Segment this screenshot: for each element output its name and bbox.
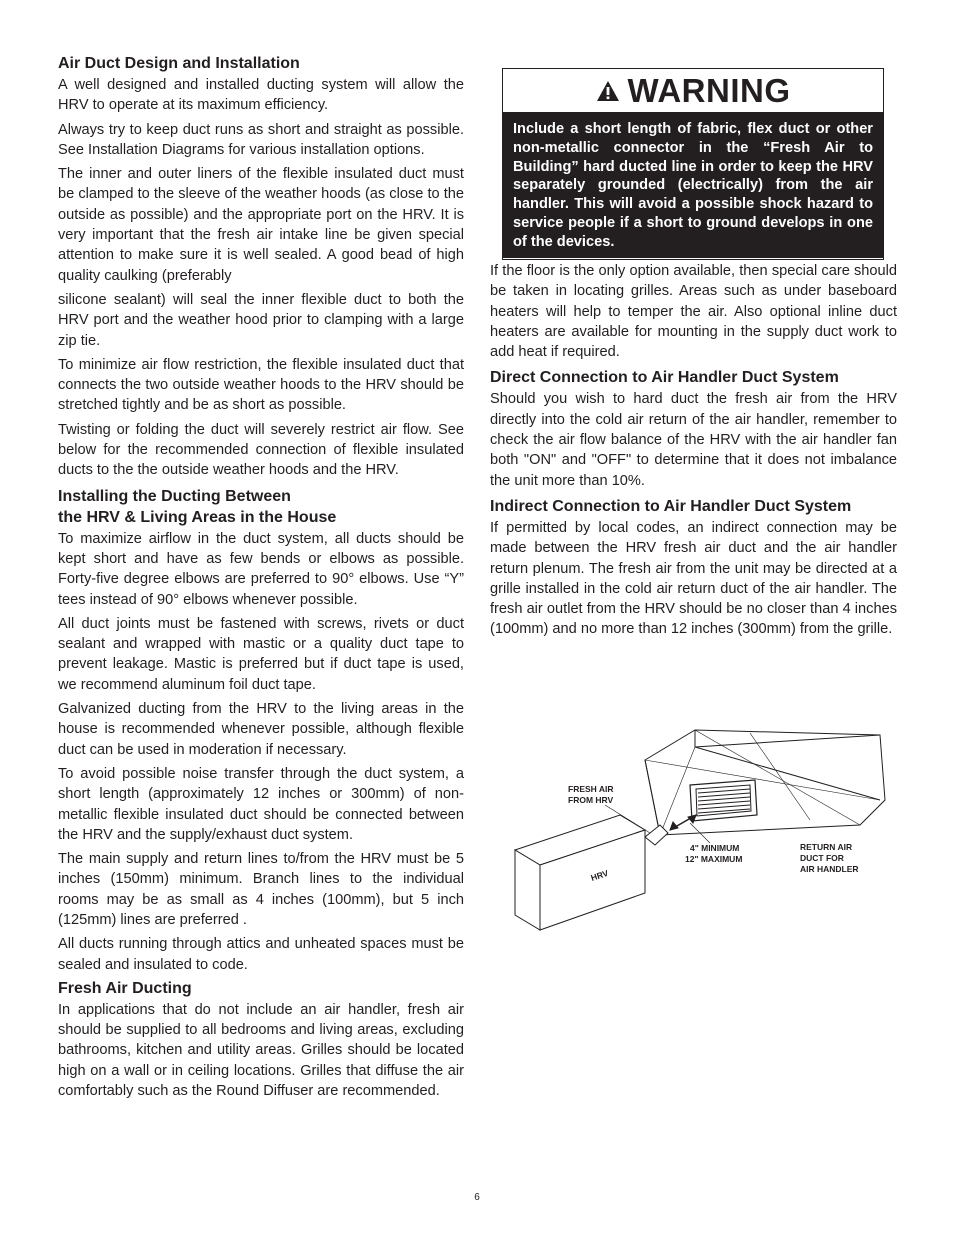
left-column xyxy=(58,54,464,1105)
paragraph: To minimize air flow restriction, the flexible insulated duct that connects the two outside weather hoods to the HRV should be stretched tightly and be as short as possible. xyxy=(58,356,464,414)
label-return-air-3: AIR HANDLER xyxy=(800,864,859,874)
paragraph: All duct joints must be fastened with screws, rivets or duct sealant and wrapped with mastic or a quality duct tape to prevent leakage. Mastic is preferred but if duct tape is used, we recommend aluminum foil duct tape. xyxy=(58,615,464,693)
label-return-air-1: RETURN AIR xyxy=(800,842,853,852)
paragraph: The inner and outer liners of the flexible insulated duct must be clamped to the sleeve of the weather hoods (as close to the outside as possible) and the appropriate port on the HRV. It is very important that the fresh air intake line be given special attention to make sure it is well sealed. A good bead of high quality caulking (preferably xyxy=(58,166,464,284)
paragraph: Always try to keep duct runs as short and straight as possible. See Installation Diagrams for various installation options. xyxy=(58,121,464,158)
warning-triangle-icon xyxy=(596,80,620,102)
heading-fresh-air-ducting: Fresh Air Ducting xyxy=(58,979,192,997)
paragraph: A well designed and installed ducting system will allow the HRV to operate at its maximum efficiency. xyxy=(58,77,464,114)
label-return-air-2: DUCT FOR xyxy=(800,853,844,863)
warning-box xyxy=(502,68,884,260)
heading-installing-ducting-line2: the HRV & Living Areas in the House xyxy=(58,508,337,526)
paragraph: All ducts running through attics and unheated spaces must be sealed and insulated to code. xyxy=(58,936,464,973)
heading-installing-ducting-line1: Installing the Ducting Between xyxy=(58,487,291,505)
paragraph: To maximize airflow in the duct system, all ducts should be kept short and have as few bends or elbows as possible. Forty-five degree elbows are preferred to 90° elbows. Use “Y” tees instead of 90° elbows whenever possible. xyxy=(58,530,464,608)
label-fresh-air-1: FRESH AIR xyxy=(568,784,614,794)
warning-body: Include a short length of fabric, flex duct or other non-metallic connector in the “Fresh Air to Building” hard ducted line in order to keep the HRV separately grounded (electrically) from the air handler. This will avoid a possible shock hazard to service people if a short to ground develops in one of the devices. xyxy=(503,113,883,258)
heading-direct-connection: Direct Connection to Air Handler Duct System xyxy=(490,369,839,387)
paragraph: Should you wish to hard duct the fresh air from the HRV directly into the cold air return of the air handler, remember to check the air flow balance of the HRV with the air handler fan both "ON" and "OFF" to determine that it does not imbalance the unit more than 10%. xyxy=(490,391,897,489)
paragraph: To avoid possible noise transfer through the duct system, a short length (approximately 12 inches or 300mm) of non-metallic flexible insulated duct should be connected between the HRV and the supply/exhaust duct system. xyxy=(58,765,464,843)
label-fresh-air-2: FROM HRV xyxy=(568,795,614,805)
label-min-distance-2: 12" MAXIMUM xyxy=(685,854,743,864)
heading-indirect-connection: Indirect Connection to Air Handler Duct System xyxy=(490,497,852,515)
label-min-distance-1: 4" MINIMUM xyxy=(690,843,740,853)
paragraph: Twisting or folding the duct will severely restrict air flow. See below for the recommended connection of flexible insulated ducts to the the outside weather hoods and the HRV. xyxy=(58,421,464,479)
paragraph: In applications that do not include an air handler, fresh air should be supplied to all bedrooms and living areas, excluding bathrooms, kitchen and utility areas. Grilles should be located high on a wall or in ceiling locations. Grilles that diffuse the air comfortably such as the Round Diffuser are recommended. xyxy=(58,1001,464,1100)
label-hrv: HRV xyxy=(589,867,610,883)
heading-air-duct-design: Air Duct Design and Installation xyxy=(58,55,300,72)
warning-header xyxy=(503,69,883,113)
indirect-connection-diagram xyxy=(510,725,890,955)
paragraph: Galvanized ducting from the HRV to the living areas in the house is recommended whenever possible, although flexible duct can be used in moderation if necessary. xyxy=(58,701,464,758)
paragraph: If the floor is the only option available, then special care should be taken in locating grilles. Areas such as under baseboard heaters will help to temper the air. Also optional inline duct heaters are available for mounting in the supply duct work to add heat if required. xyxy=(490,263,897,361)
diagram-svg xyxy=(510,725,890,955)
warning-title: WARNING xyxy=(627,71,791,109)
right-column xyxy=(490,261,897,644)
paragraph: The main supply and return lines to/from the HRV must be 5 inches (150mm) minimum. Branch lines to the individual rooms may be as small as 4 inches (100mm), but 5 inch (125mm) lines are preferred . xyxy=(58,851,464,928)
paragraph: silicone sealant) will seal the inner flexible duct to both the HRV port and the weather hood prior to clamping with a large zip tie. xyxy=(58,291,464,349)
paragraph: If permitted by local codes, an indirect connection may be made between the HRV fresh air duct and the air handler return plenum. The fresh air from the unit may be directed at a grille installed in the cold air return duct of the air handler. The fresh air outlet from the HRV should be no closer than 4 inches (100mm) and no more than 12 inches (300mm) from the grille. xyxy=(490,519,897,638)
page-number: 6 xyxy=(474,1192,480,1203)
